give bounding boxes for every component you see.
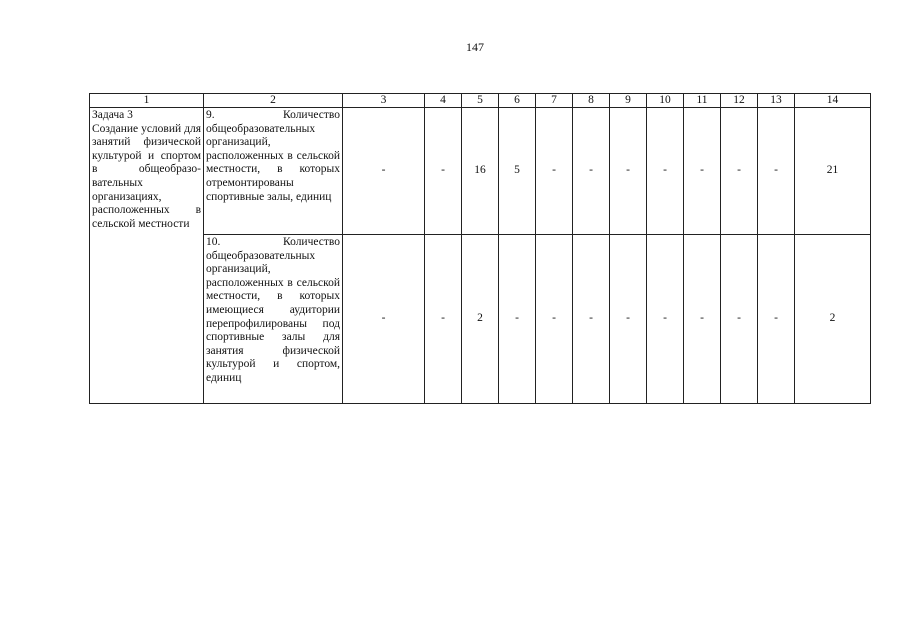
column-number: 8 [573,94,610,108]
indicator-cell: 10. Количество общеобразовательных организаций, расположенных в сельской местности, в которых имеющиеся аудитории перепрофилированы под спортивные залы для занятия физической культурой и спортом, единиц [204,235,343,404]
value-cell: - [343,108,425,235]
value-cell: - [499,235,536,404]
column-number: 2 [204,94,343,108]
column-number: 13 [758,94,795,108]
value-cell: - [647,235,684,404]
column-number: 9 [610,94,647,108]
value-cell: - [758,108,795,235]
column-number: 1 [90,94,204,108]
value-cell: - [425,235,462,404]
value-cell: 5 [499,108,536,235]
column-number: 4 [425,94,462,108]
indicator-cell: 9. Количество общеобразовательных организаций, расположенных в сельской местности, в которых отремонтированы спортивные залы, единиц [204,108,343,235]
column-number: 12 [721,94,758,108]
value-cell: - [721,108,758,235]
task-title: Задача 3 [92,109,133,121]
table-row [90,235,871,404]
value-cell: - [610,108,647,235]
table-row [90,108,871,235]
task-cell [90,108,204,404]
column-number: 3 [343,94,425,108]
column-number: 6 [499,94,536,108]
column-number: 5 [462,94,499,108]
column-number: 10 [647,94,684,108]
value-cell: - [425,108,462,235]
total-cell: 21 [795,108,871,235]
column-number: 11 [684,94,721,108]
value-cell: 16 [462,108,499,235]
data-table [89,93,871,404]
value-cell: - [758,235,795,404]
value-cell: - [721,235,758,404]
value-cell: - [647,108,684,235]
value-cell: - [684,108,721,235]
task-text: Создание условий для занятий физической культурой и спортом в общеобразо-вательных организациях, расположенных в сельской местности [92,122,201,230]
value-cell: - [573,108,610,235]
page-number: 147 [466,40,484,54]
total-cell: 2 [795,235,871,404]
value-cell: - [343,235,425,404]
column-number: 14 [795,94,871,108]
value-cell: - [684,235,721,404]
column-number: 7 [536,94,573,108]
value-cell: - [610,235,647,404]
value-cell: - [573,235,610,404]
column-number-row [90,94,871,108]
value-cell: 2 [462,235,499,404]
value-cell: - [536,235,573,404]
value-cell: - [536,108,573,235]
